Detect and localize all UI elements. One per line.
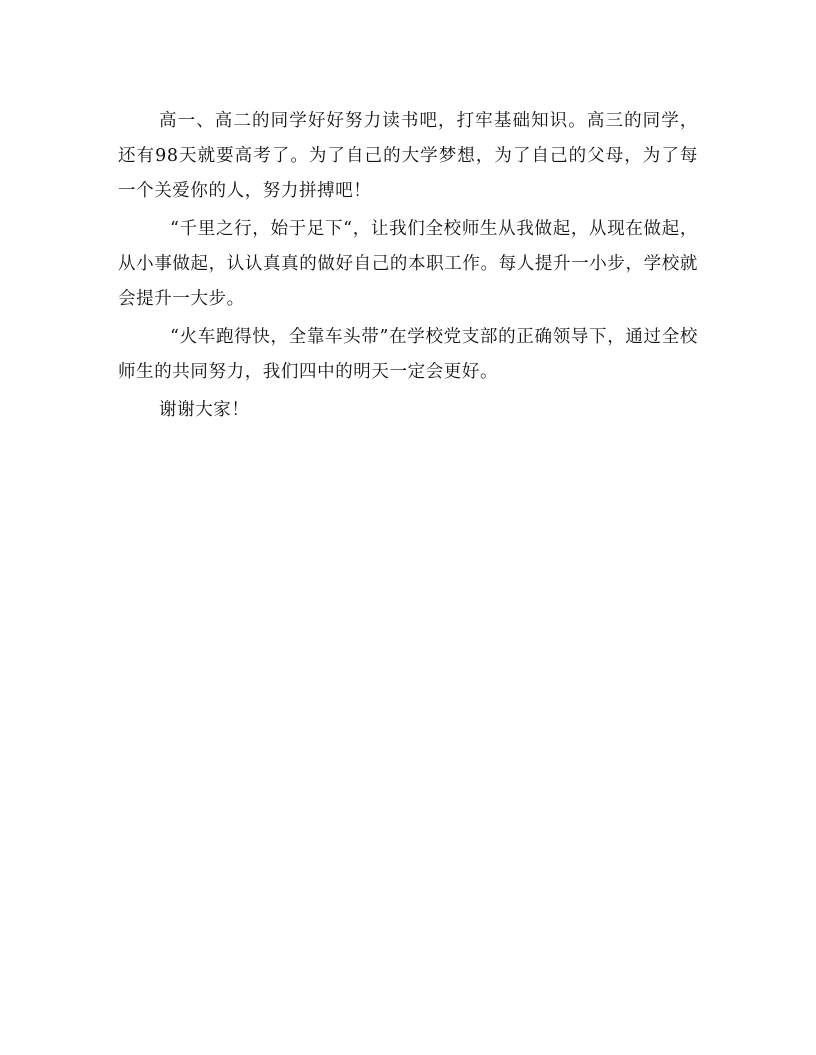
paragraph-leadership: “火车跑得快，全靠车头带”在学校党支部的正确领导下，通过全校师生的共同努力，我们四中的明天一定会更好。 <box>118 327 698 382</box>
paragraph-study-encouragement: 高一、高二的同学好好努力读书吧，打牢基础知识。高三的同学，还有98天就要高考了。为了自己的大学梦想，为了自己的父母，为了每一个关爱你的人，努力拼搏吧！ <box>118 111 698 201</box>
paragraph-start-from-me: “千里之行，始于足下“，让我们全校师生从我做起，从现在做起，从小事做起，认认真真的做好自己的本职工作。每人提升一小步，学校就会提升一大步。 <box>118 219 698 309</box>
document-body <box>118 104 698 428</box>
paragraph-thanks: 谢谢大家！ <box>159 400 250 420</box>
